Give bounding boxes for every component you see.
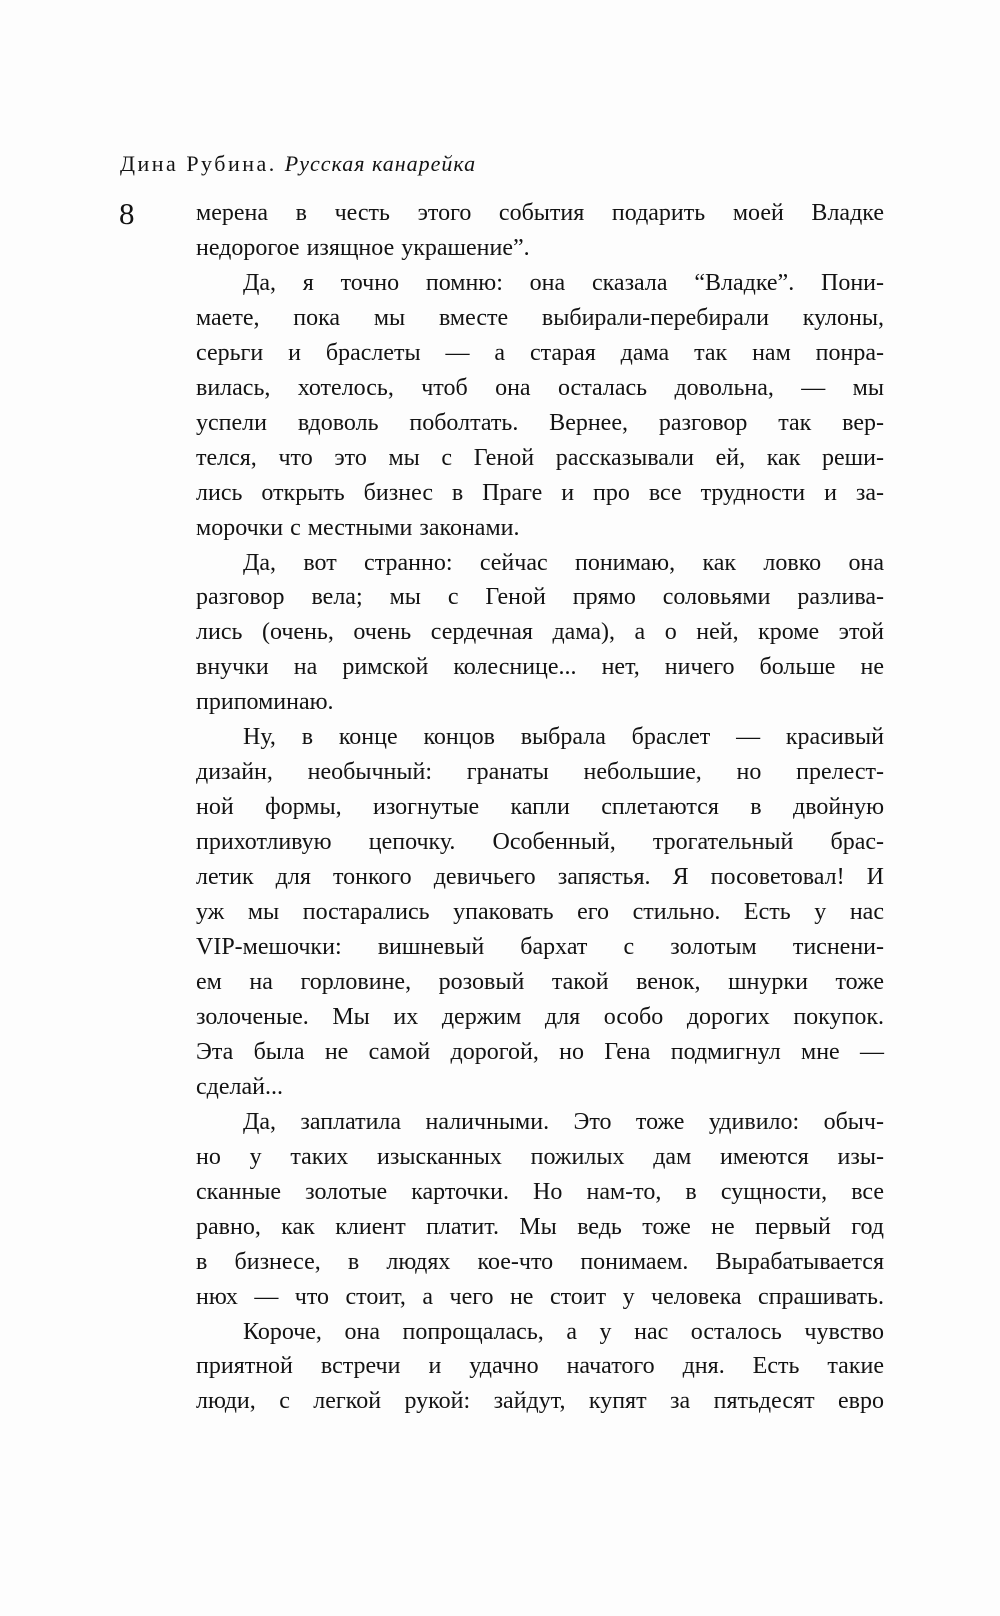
text-line: в бизнесе, в людях кое-что понимаем. Вырабатывается — [196, 1248, 884, 1275]
text-line: прихотливую цепочку. Особенный, трогательный брас- — [196, 829, 884, 856]
text-line: внучки на римской колеснице... нет, ничего больше не — [196, 654, 884, 681]
text-line: разговор вела; мы с Геной прямо соловьями разлива- — [196, 584, 884, 611]
text-line: лись открыть бизнес в Праге и про все трудности и за- — [196, 479, 884, 506]
text-line: но у таких изысканных пожилых дам имеются изы- — [196, 1143, 884, 1170]
text-line: люди, с легкой рукой: зайдут, купят за пятьдесят евро — [196, 1388, 884, 1415]
text-line: равно, как клиент платит. Мы ведь тоже не первый год — [196, 1213, 884, 1240]
text-line: успели вдоволь поболтать. Вернее, разговор так вер- — [196, 409, 884, 436]
text-line: серьги и браслеты — а старая дама так нам понра- — [196, 339, 884, 366]
text-line: Короче, она попрощалась, а у нас осталось чувство — [243, 1318, 884, 1345]
running-header — [120, 151, 476, 177]
text-line: маете, пока мы вместе выбирали-перебирали кулоны, — [196, 304, 884, 331]
text-line: ем на горловине, розовый такой венок, шнурки тоже — [196, 968, 884, 995]
text-line: VIP-мешочки: вишневый бархат с золотым тиснени- — [196, 934, 884, 961]
text-line: лись (очень, очень сердечная дама), а о ней, кроме этой — [196, 619, 884, 646]
page-number: 8 — [119, 196, 135, 231]
text-line: телся, что это мы с Геной рассказывали ей, как реши- — [196, 444, 884, 471]
text-line: ной формы, изогнутые капли сплетаются в двойную — [196, 794, 884, 821]
text-line: Ну, в конце концов выбрала браслет — красивый — [243, 724, 884, 751]
text-line: нюх — что стоит, а чего не стоит у человека спрашивать. — [196, 1283, 884, 1310]
text-line: золоченые. Мы их держим для особо дорогих покупок. — [196, 1003, 884, 1030]
text-line: летик для тонкого девичьего запястья. Я посоветовал! И — [196, 864, 884, 891]
header-book-title: Русская канарейка — [284, 151, 477, 176]
text-line: сделай... — [196, 1073, 283, 1100]
text-line: уж мы постарались упаковать его стильно. Есть у нас — [196, 899, 884, 926]
text-line: Да, я точно помню: она сказала “Владке”. Пони- — [243, 269, 884, 296]
text-line: недорогое изящное украшение”. — [196, 234, 530, 261]
text-line: сканные золотые карточки. Но нам-то, в сущности, все — [196, 1178, 884, 1205]
text-line: Да, вот странно: сейчас понимаю, как ловко она — [243, 549, 884, 576]
text-line: припоминаю. — [196, 689, 334, 716]
text-line: Да, заплатила наличными. Это тоже удивило: обыч- — [243, 1108, 884, 1135]
text-line: приятной встречи и удачно начатого дня. Есть такие — [196, 1353, 884, 1380]
text-line: мерена в честь этого события подарить моей Владке — [196, 200, 884, 226]
body-text — [196, 196, 884, 1419]
text-line: дизайн, необычный: гранаты небольшие, но прелест- — [196, 759, 884, 786]
header-author: Дина Рубина. — [120, 151, 277, 176]
text-line: Эта была не самой дорогой, но Гена подмигнул мне — — [196, 1038, 884, 1065]
text-line: вилась, хотелось, чтоб она осталась довольна, — мы — [196, 374, 884, 401]
text-line: морочки с местными законами. — [196, 514, 520, 541]
